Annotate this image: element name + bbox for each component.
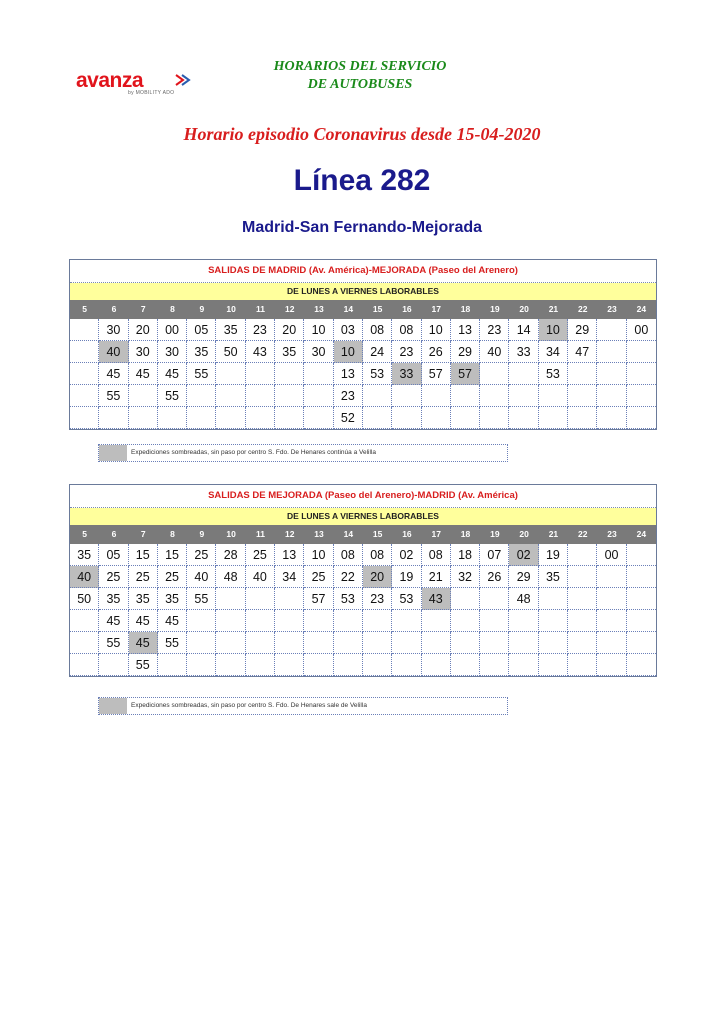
timetable-title: SALIDAS DE MEJORADA (Paseo del Arenero)-MADRID (Av. América): [70, 485, 656, 508]
departure-cell: 13: [275, 544, 304, 566]
departure-cell: 26: [480, 566, 509, 588]
departure-cell: [597, 588, 626, 610]
departure-cell: [246, 407, 275, 429]
departure-cell: [334, 610, 363, 632]
departure-cell: [627, 632, 656, 654]
departure-cell: [480, 610, 509, 632]
departure-cell: [304, 632, 333, 654]
hour-header-cell: 22: [578, 304, 588, 314]
departure-cell: 00: [597, 544, 626, 566]
departure-cell: [246, 632, 275, 654]
departure-cell: [363, 407, 392, 429]
hour-header-cell: 23: [607, 529, 617, 539]
departure-cell: 45: [158, 610, 187, 632]
line-title: Línea 282: [293, 164, 431, 197]
departure-cell: [480, 363, 509, 385]
hour-header-cell: 6: [111, 304, 117, 314]
departure-cell: [334, 654, 363, 676]
departure-cell: [627, 654, 656, 676]
departure-cell: 13: [334, 363, 363, 385]
departure-cell: 26: [422, 341, 451, 363]
departure-cell: [597, 654, 626, 676]
timetable-mejorada-madrid: [69, 484, 657, 677]
hour-header-cell: 10: [226, 304, 236, 314]
hour-header-cell: 24: [636, 304, 647, 314]
departure-cell: [216, 407, 245, 429]
departure-cell: 55: [158, 385, 187, 407]
departure-cell: [480, 588, 509, 610]
departure-cell: [451, 654, 480, 676]
departure-cell: [363, 385, 392, 407]
departure-cell: 08: [363, 544, 392, 566]
departure-cell: [568, 632, 597, 654]
departure-cell: [509, 610, 538, 632]
departure-cell: [304, 610, 333, 632]
shading-legend: [98, 444, 508, 462]
departure-cell: [480, 632, 509, 654]
departure-cell: [422, 385, 451, 407]
departure-cell: [597, 407, 626, 429]
departure-cell: [597, 632, 626, 654]
departure-cell: 25: [187, 544, 216, 566]
departure-cell: 53: [539, 363, 568, 385]
departure-cell: 23: [363, 588, 392, 610]
departure-cell: 30: [158, 341, 187, 363]
departure-cell: 55: [129, 654, 158, 676]
hour-header-cell: 6: [111, 529, 117, 539]
departure-cell: [187, 385, 216, 407]
departure-cell: [70, 610, 99, 632]
departure-cell: 40: [187, 566, 216, 588]
departure-cell: 05: [99, 544, 128, 566]
departure-cell: 40: [246, 566, 275, 588]
departure-cell: 40: [99, 341, 128, 363]
departure-cell: [568, 363, 597, 385]
departure-cell: [597, 610, 626, 632]
departure-cell: [568, 588, 597, 610]
departure-cell: [509, 363, 538, 385]
hour-header-cell: 18: [460, 529, 471, 539]
departure-cell: [216, 363, 245, 385]
hour-header-cell: 9: [199, 304, 205, 314]
departure-cell: 35: [187, 341, 216, 363]
hour-header-cell: 20: [519, 304, 529, 314]
departure-cell: 22: [334, 566, 363, 588]
departure-cell: [70, 654, 99, 676]
departure-cell: [275, 610, 304, 632]
hour-header-cell: 13: [314, 304, 324, 314]
departure-cell: [539, 610, 568, 632]
departure-cell: [539, 632, 568, 654]
departure-cell: [216, 654, 245, 676]
departure-cell: [568, 566, 597, 588]
departure-cell: 45: [129, 632, 158, 654]
departure-cell: [392, 632, 421, 654]
departure-cell: [70, 407, 99, 429]
departure-grid: [70, 319, 656, 429]
logo-tagline: by MOBILITY ADO: [128, 90, 175, 96]
departure-cell: [451, 610, 480, 632]
departure-cell: [275, 385, 304, 407]
departure-cell: 57: [451, 363, 480, 385]
departure-cell: 30: [129, 341, 158, 363]
departure-cell: 10: [539, 319, 568, 341]
hour-header-cell: 10: [226, 529, 236, 539]
departure-cell: [597, 363, 626, 385]
departure-cell: [597, 385, 626, 407]
departure-cell: [451, 632, 480, 654]
departure-cell: 28: [216, 544, 245, 566]
departure-cell: 53: [363, 363, 392, 385]
departure-cell: [275, 654, 304, 676]
departure-cell: [187, 610, 216, 632]
departure-cell: [246, 654, 275, 676]
departure-cell: 45: [158, 363, 187, 385]
departure-cell: [99, 407, 128, 429]
departure-cell: 29: [509, 566, 538, 588]
departure-cell: 08: [422, 544, 451, 566]
hour-header-cell: 24: [636, 529, 647, 539]
hour-header-cell: 8: [170, 304, 175, 314]
departure-cell: 55: [158, 632, 187, 654]
departure-cell: 10: [304, 544, 333, 566]
departure-cell: [480, 407, 509, 429]
departure-cell: 08: [334, 544, 363, 566]
departure-cell: [392, 385, 421, 407]
departure-cell: [246, 588, 275, 610]
departure-cell: 57: [304, 588, 333, 610]
departure-cell: [480, 385, 509, 407]
timetable-title: SALIDAS DE MADRID (Av. América)-MEJORADA (Paseo del Arenero): [70, 260, 656, 283]
departure-cell: 45: [129, 363, 158, 385]
departure-cell: 18: [451, 544, 480, 566]
hours-header: [70, 525, 656, 544]
departure-cell: [422, 654, 451, 676]
departure-cell: [539, 385, 568, 407]
departure-cell: 23: [392, 341, 421, 363]
departure-cell: [246, 363, 275, 385]
hour-header-cell: 15: [372, 304, 383, 314]
departure-cell: [363, 610, 392, 632]
departure-cell: [568, 654, 597, 676]
departure-cell: [568, 610, 597, 632]
departure-cell: 53: [334, 588, 363, 610]
departure-cell: 50: [216, 341, 245, 363]
service-title-line2: DE AUTOBUSES: [307, 77, 413, 92]
hour-header-cell: 7: [140, 529, 146, 539]
hour-header-cell: 8: [170, 529, 175, 539]
departure-cell: 33: [392, 363, 421, 385]
departure-cell: [597, 319, 626, 341]
departure-grid: [70, 544, 656, 676]
departure-cell: [187, 654, 216, 676]
departure-cell: 20: [275, 319, 304, 341]
departure-cell: 15: [129, 544, 158, 566]
departure-cell: [70, 319, 99, 341]
departure-cell: 10: [304, 319, 333, 341]
departure-cell: 30: [99, 319, 128, 341]
departure-cell: [627, 588, 656, 610]
hour-header-cell: 19: [490, 304, 500, 314]
departure-cell: 40: [70, 566, 99, 588]
hour-header-cell: 12: [285, 304, 295, 314]
departure-cell: 20: [363, 566, 392, 588]
departure-cell: 00: [158, 319, 187, 341]
departure-cell: 45: [99, 610, 128, 632]
departure-cell: 45: [99, 363, 128, 385]
departure-cell: 25: [304, 566, 333, 588]
departure-cell: 03: [334, 319, 363, 341]
departure-cell: 40: [480, 341, 509, 363]
departure-cell: 57: [422, 363, 451, 385]
hour-header-cell: 12: [285, 529, 295, 539]
departure-cell: 20: [129, 319, 158, 341]
hour-header-cell: 13: [314, 529, 324, 539]
service-title-line1: HORARIOS DEL SERVICIO: [273, 59, 447, 74]
departure-cell: [216, 610, 245, 632]
departure-cell: [129, 385, 158, 407]
departure-cell: 24: [363, 341, 392, 363]
departure-cell: [597, 341, 626, 363]
departure-cell: [627, 566, 656, 588]
departure-cell: 25: [129, 566, 158, 588]
departure-cell: [304, 407, 333, 429]
departure-cell: [70, 341, 99, 363]
departure-cell: 35: [158, 588, 187, 610]
hour-header-cell: 5: [82, 304, 88, 314]
departure-cell: 08: [392, 319, 421, 341]
departure-cell: [509, 654, 538, 676]
logo-wordmark: avanza: [76, 69, 144, 92]
route-title: Madrid-San Fernando-Mejorada: [241, 219, 483, 236]
departure-cell: [627, 407, 656, 429]
hour-header-cell: 19: [490, 529, 500, 539]
shading-legend: [98, 697, 508, 715]
avanza-logo: [76, 70, 196, 100]
departure-cell: 02: [509, 544, 538, 566]
departure-cell: [304, 363, 333, 385]
departure-cell: 47: [568, 341, 597, 363]
hour-header-cell: 18: [460, 304, 471, 314]
hour-header-cell: 21: [548, 304, 559, 314]
hour-header-cell: 17: [431, 529, 441, 539]
legend-text: Expediciones sombreadas, sin paso por centro S. Fdo. De Henares sale de Velilla: [131, 702, 367, 709]
hours-header: [70, 300, 656, 319]
hour-header-cell: 14: [343, 304, 354, 314]
departure-cell: 05: [187, 319, 216, 341]
departure-cell: [627, 610, 656, 632]
logo-arrow-icon: [174, 73, 192, 87]
departure-cell: [539, 407, 568, 429]
departure-cell: [275, 363, 304, 385]
hour-header-cell: 23: [607, 304, 617, 314]
departure-cell: [392, 654, 421, 676]
departure-cell: [275, 632, 304, 654]
hour-header-cell: 21: [548, 529, 559, 539]
legend-swatch: [99, 445, 127, 461]
departure-cell: 35: [129, 588, 158, 610]
departure-cell: 30: [304, 341, 333, 363]
departure-cell: 48: [509, 588, 538, 610]
departure-cell: [627, 363, 656, 385]
departure-cell: 15: [158, 544, 187, 566]
legend-text: Expediciones sombreadas, sin paso por centro S. Fdo. De Henares continúa a Velilla: [131, 449, 376, 456]
departure-cell: [392, 610, 421, 632]
departure-cell: [451, 407, 480, 429]
departure-cell: 25: [99, 566, 128, 588]
departure-cell: [568, 544, 597, 566]
departure-cell: [509, 632, 538, 654]
departure-cell: [451, 385, 480, 407]
departure-cell: 35: [539, 566, 568, 588]
hour-header-cell: 11: [255, 304, 265, 314]
hour-header-cell: 5: [82, 529, 88, 539]
departure-cell: 43: [422, 588, 451, 610]
departure-cell: [275, 588, 304, 610]
departure-cell: 34: [539, 341, 568, 363]
departure-cell: [568, 407, 597, 429]
departure-cell: [539, 654, 568, 676]
departure-cell: [451, 588, 480, 610]
departure-cell: [627, 544, 656, 566]
departure-cell: [334, 632, 363, 654]
departure-cell: [246, 610, 275, 632]
departure-cell: [363, 632, 392, 654]
departure-cell: [70, 632, 99, 654]
hour-header-cell: 20: [519, 529, 529, 539]
departure-cell: 13: [451, 319, 480, 341]
departure-cell: 55: [187, 588, 216, 610]
departure-cell: [422, 632, 451, 654]
hour-header-cell: 11: [255, 529, 265, 539]
departure-cell: 14: [509, 319, 538, 341]
departure-cell: 48: [216, 566, 245, 588]
departure-cell: 23: [246, 319, 275, 341]
departure-cell: 10: [334, 341, 363, 363]
departure-cell: 52: [334, 407, 363, 429]
departure-cell: 10: [422, 319, 451, 341]
timetable-days: DE LUNES A VIERNES LABORABLES: [70, 508, 656, 525]
departure-cell: 07: [480, 544, 509, 566]
departure-cell: [363, 654, 392, 676]
departure-cell: 29: [451, 341, 480, 363]
departure-cell: [216, 632, 245, 654]
departure-cell: [304, 385, 333, 407]
episode-title: Horario episodio Coronavirus desde 15-04-2020: [183, 124, 541, 144]
departure-cell: [568, 385, 597, 407]
departure-cell: [129, 407, 158, 429]
timetable-madrid-mejorada: [69, 259, 657, 430]
departure-cell: [627, 341, 656, 363]
departure-cell: 23: [480, 319, 509, 341]
departure-cell: 32: [451, 566, 480, 588]
departure-cell: 00: [627, 319, 656, 341]
departure-cell: [392, 407, 421, 429]
departure-cell: 33: [509, 341, 538, 363]
departure-cell: 55: [187, 363, 216, 385]
hour-header-cell: 17: [431, 304, 441, 314]
departure-cell: 55: [99, 385, 128, 407]
departure-cell: [422, 407, 451, 429]
departure-cell: [187, 407, 216, 429]
departure-cell: [480, 654, 509, 676]
departure-cell: [509, 407, 538, 429]
departure-cell: 35: [275, 341, 304, 363]
departure-cell: [70, 385, 99, 407]
departure-cell: [158, 407, 187, 429]
departure-cell: 35: [216, 319, 245, 341]
departure-cell: 02: [392, 544, 421, 566]
departure-cell: 23: [334, 385, 363, 407]
departure-cell: 08: [363, 319, 392, 341]
service-title: [240, 58, 480, 94]
hour-header-cell: 7: [140, 304, 146, 314]
departure-cell: [216, 588, 245, 610]
departure-cell: [246, 385, 275, 407]
departure-cell: [158, 654, 187, 676]
timetable-days: DE LUNES A VIERNES LABORABLES: [70, 283, 656, 300]
hour-header-cell: 16: [402, 304, 412, 314]
departure-cell: 35: [70, 544, 99, 566]
departure-cell: [422, 610, 451, 632]
departure-cell: 50: [70, 588, 99, 610]
hour-header-cell: 16: [402, 529, 412, 539]
hour-header-cell: 14: [343, 529, 354, 539]
departure-cell: [275, 407, 304, 429]
departure-cell: [99, 654, 128, 676]
departure-cell: 21: [422, 566, 451, 588]
departure-cell: 25: [158, 566, 187, 588]
departure-cell: 19: [392, 566, 421, 588]
departure-cell: [597, 566, 626, 588]
hour-header-cell: 9: [199, 529, 205, 539]
departure-cell: [539, 588, 568, 610]
departure-cell: 25: [246, 544, 275, 566]
departure-cell: 35: [99, 588, 128, 610]
departure-cell: [70, 363, 99, 385]
departure-cell: 29: [568, 319, 597, 341]
departure-cell: [627, 385, 656, 407]
departure-cell: [509, 385, 538, 407]
departure-cell: 43: [246, 341, 275, 363]
departure-cell: 19: [539, 544, 568, 566]
legend-swatch: [99, 698, 127, 714]
departure-cell: [187, 632, 216, 654]
hour-header-cell: 22: [578, 529, 588, 539]
departure-cell: [304, 654, 333, 676]
hour-header-cell: 15: [372, 529, 383, 539]
departure-cell: 55: [99, 632, 128, 654]
departure-cell: 34: [275, 566, 304, 588]
departure-cell: [216, 385, 245, 407]
departure-cell: 45: [129, 610, 158, 632]
departure-cell: 53: [392, 588, 421, 610]
